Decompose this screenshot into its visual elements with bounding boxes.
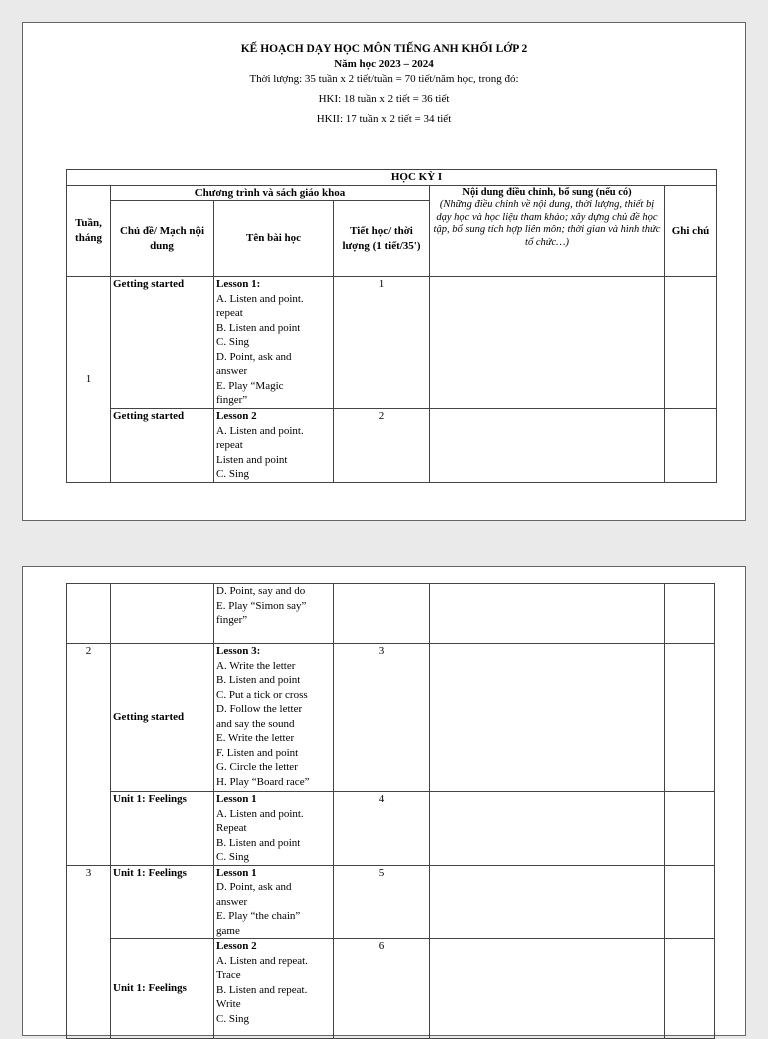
lesson-item: C. Sing (216, 851, 250, 863)
page-2 (22, 566, 746, 1036)
period-cell: 6 (334, 939, 430, 1039)
lesson-item: game (216, 924, 240, 937)
lesson-cell (214, 584, 334, 644)
adjust-header: Nội dung điều chỉnh, bổ sung (nếu có) (462, 186, 632, 198)
topic-cell: Getting started (111, 409, 214, 483)
topic-cell: Unit 1: Feelings (111, 792, 214, 866)
lesson-items (216, 424, 331, 482)
lesson-title: Lesson 1: (216, 278, 261, 290)
note-cell (665, 277, 717, 409)
lesson-item: G. Circle the letter (216, 761, 298, 773)
adjust-cell (430, 277, 665, 409)
adjust-cell (430, 792, 665, 866)
lesson-item: finger” (216, 394, 248, 406)
note-cell (665, 792, 715, 866)
table-row (67, 584, 715, 644)
table-row (67, 865, 715, 939)
document-header (23, 42, 745, 127)
adjust-cell (430, 865, 665, 939)
topic-cell: Unit 1: Feelings (111, 865, 214, 939)
lesson-item: A. Listen and point. (216, 292, 304, 305)
lesson-item: Trace (216, 969, 241, 981)
week-cell: 1 (67, 277, 111, 483)
lesson-item: answer (216, 895, 248, 908)
lesson-item: E. Play “the chain” (216, 910, 301, 922)
lesson-item: finger” (216, 614, 248, 626)
lesson-item: D. Point, ask and (216, 881, 292, 893)
semester-1-duration: HKI: 18 tuần x 2 tiết = 36 tiết (318, 93, 450, 105)
col-week-header: Tuần, tháng (67, 185, 111, 277)
col-lesson-header: Tên bài học (214, 201, 334, 277)
period-cell: 4 (334, 792, 430, 866)
table-row (67, 644, 715, 792)
period-cell: 2 (334, 409, 430, 483)
adjust-header-cell (430, 185, 665, 277)
period-cell (334, 584, 430, 644)
lesson-item: A. Listen and point. (216, 424, 304, 437)
note-cell (665, 644, 715, 792)
lesson-item: Repeat (216, 822, 247, 834)
lesson-item: F. Listen and point (216, 746, 299, 759)
topic-cell (111, 584, 214, 644)
lesson-items (216, 880, 331, 938)
note-cell (665, 409, 717, 483)
col-period-header: Tiết học/ thời lượng (1 tiết/35') (334, 201, 430, 277)
lesson-item: repeat (216, 439, 243, 451)
adjust-note: (Những điều chỉnh về nội dung, thời lượng, thiết bị dạy học và học liệu tham khảo; xây dựng chủ đề học tập, bổ sung tích hợp liên môn; thời gian và hình thức tổ chức…) (433, 199, 661, 248)
lesson-plan-table-continued (66, 583, 715, 1039)
lesson-item: E. Play “Magic (216, 379, 284, 392)
week-cell: 3 (67, 865, 111, 1039)
topic-cell: Getting started (111, 277, 214, 409)
program-header: Chương trình và sách giáo khoa (111, 185, 430, 201)
lesson-item: repeat (216, 307, 243, 319)
note-cell (665, 584, 715, 644)
table-row (67, 409, 717, 483)
duration-text: Thời lượng: 35 tuần x 2 tiết/tuần = 70 tiết/năm học, trong đó: (249, 73, 519, 85)
lesson-item: and say the sound (216, 717, 295, 730)
lesson-item: answer (216, 365, 248, 377)
lesson-item: C. Put a tick or cross (216, 688, 308, 701)
week-cell (67, 584, 111, 644)
lesson-plan-table (66, 169, 717, 483)
lesson-item: B. Listen and point (216, 321, 301, 334)
school-year: Năm học 2023 – 2024 (334, 58, 434, 70)
lesson-item: E. Play “Simon say” (216, 599, 307, 612)
lesson-title: Lesson 2 (216, 940, 257, 952)
lesson-items (216, 807, 331, 865)
table-row (67, 277, 717, 409)
col-note-header: Ghi chú (665, 185, 717, 277)
lesson-item: B. Listen and repeat. (216, 983, 308, 996)
note-cell (665, 865, 715, 939)
lesson-cell (214, 644, 334, 792)
lesson-title: Lesson 1 (216, 866, 257, 879)
topic-cell: Getting started (111, 644, 214, 792)
semester-heading: HỌC KỲ I (67, 170, 717, 186)
lesson-item: D. Point, say and do (216, 585, 306, 597)
period-cell: 3 (334, 644, 430, 792)
topic-cell: Unit 1: Feelings (111, 939, 214, 1039)
week-cell: 2 (67, 644, 111, 866)
lesson-item: A. Write the letter (216, 659, 296, 672)
lesson-item: C. Sing (216, 468, 250, 480)
lesson-item: Write (216, 998, 241, 1010)
lesson-item: A. Listen and point. (216, 807, 304, 820)
adjust-cell (430, 409, 665, 483)
lesson-item: D. Point, ask and (216, 350, 292, 363)
lesson-cell (214, 865, 334, 939)
lesson-title: Lesson 2 (216, 410, 257, 422)
lesson-items (216, 292, 331, 408)
page-1 (22, 22, 746, 521)
table-row (67, 792, 715, 866)
lesson-title: Lesson 1 (216, 793, 257, 805)
lesson-item: C. Sing (216, 1012, 250, 1025)
lesson-cell (214, 277, 334, 409)
lesson-item: B. Listen and point (216, 836, 301, 849)
lesson-items (216, 584, 331, 628)
adjust-cell (430, 584, 665, 644)
lesson-item: A. Listen and repeat. (216, 954, 308, 967)
lesson-title: Lesson 3: (216, 645, 261, 657)
period-cell: 1 (334, 277, 430, 409)
lesson-item: Listen and point (216, 453, 288, 466)
lesson-item: H. Play “Board race” (216, 775, 310, 788)
lesson-cell (214, 792, 334, 866)
col-topic-header: Chủ đề/ Mạch nội dung (111, 201, 214, 277)
lesson-item: B. Listen and point (216, 674, 301, 686)
lesson-items (216, 659, 331, 790)
lesson-item: D. Follow the letter (216, 703, 303, 715)
period-cell: 5 (334, 865, 430, 939)
lesson-item: C. Sing (216, 336, 250, 348)
lesson-item: E. Write the letter (216, 732, 295, 744)
document-title: KẾ HOẠCH DẠY HỌC MÔN TIẾNG ANH KHỐI LỚP 2 (240, 43, 528, 55)
adjust-cell (430, 644, 665, 792)
lesson-cell (214, 409, 334, 483)
lesson-items (216, 954, 331, 1027)
semester-2-duration: HKII: 17 tuần x 2 tiết = 34 tiết (316, 113, 452, 125)
